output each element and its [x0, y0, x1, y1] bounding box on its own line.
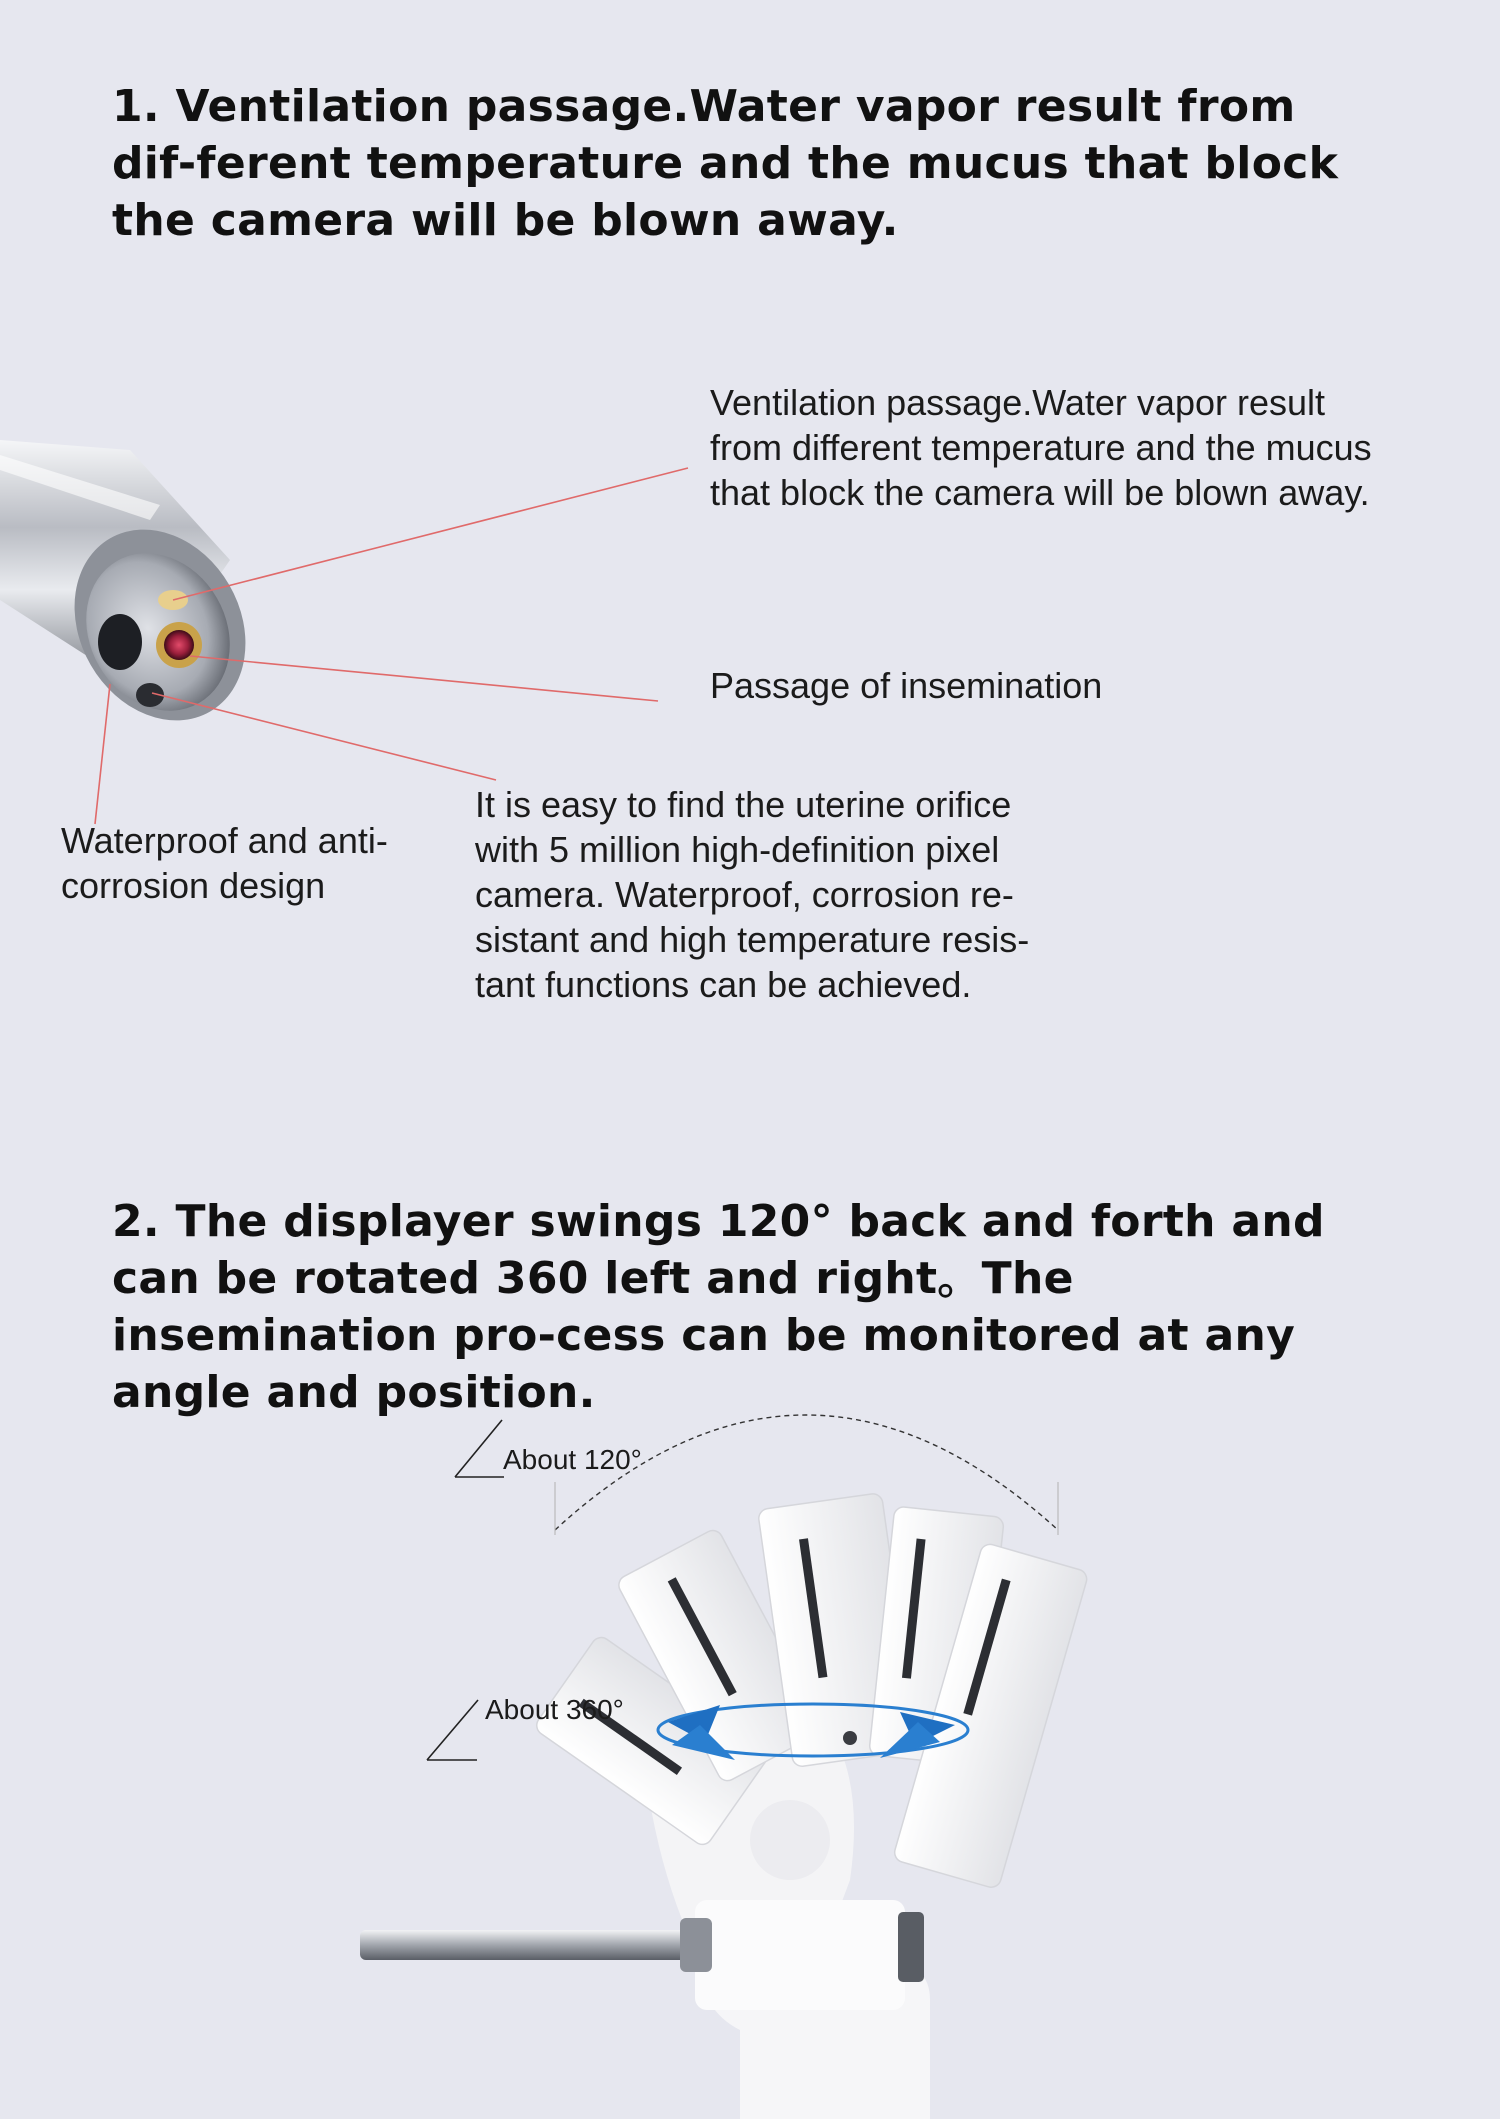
ventilation-callout: Ventilation passage.Water vapor result from different temperature and the mucus that block the camera will be blown away.	[710, 382, 1372, 513]
camera-callout: It is easy to find the uterine orifice with 5 million high-definition pixel camera. Waterproof, corrosion re-sistant and high temperature resis-tant functions can be achieved.	[475, 784, 1030, 1005]
angle-marker-120	[455, 1420, 504, 1477]
angle-marker-360	[427, 1700, 478, 1760]
rotation-angle-label: About 360°	[485, 1694, 624, 1725]
section-2-heading: 2. The displayer swings 120° back and forth and can be rotated 360 left and right。The insemination pro-cess can be monitored at any angle and position.	[112, 1196, 1325, 1418]
section-1-heading: 1. Ventilation passage.Water vapor result from dif-ferent temperature and the mucus that block the camera will be blown away.	[112, 81, 1339, 246]
waterproof-callout: Waterproof and anti-corrosion design	[61, 820, 388, 906]
insemination-passage-callout: Passage of insemination	[710, 665, 1103, 706]
swing-angle-label: About 120°	[503, 1444, 642, 1475]
